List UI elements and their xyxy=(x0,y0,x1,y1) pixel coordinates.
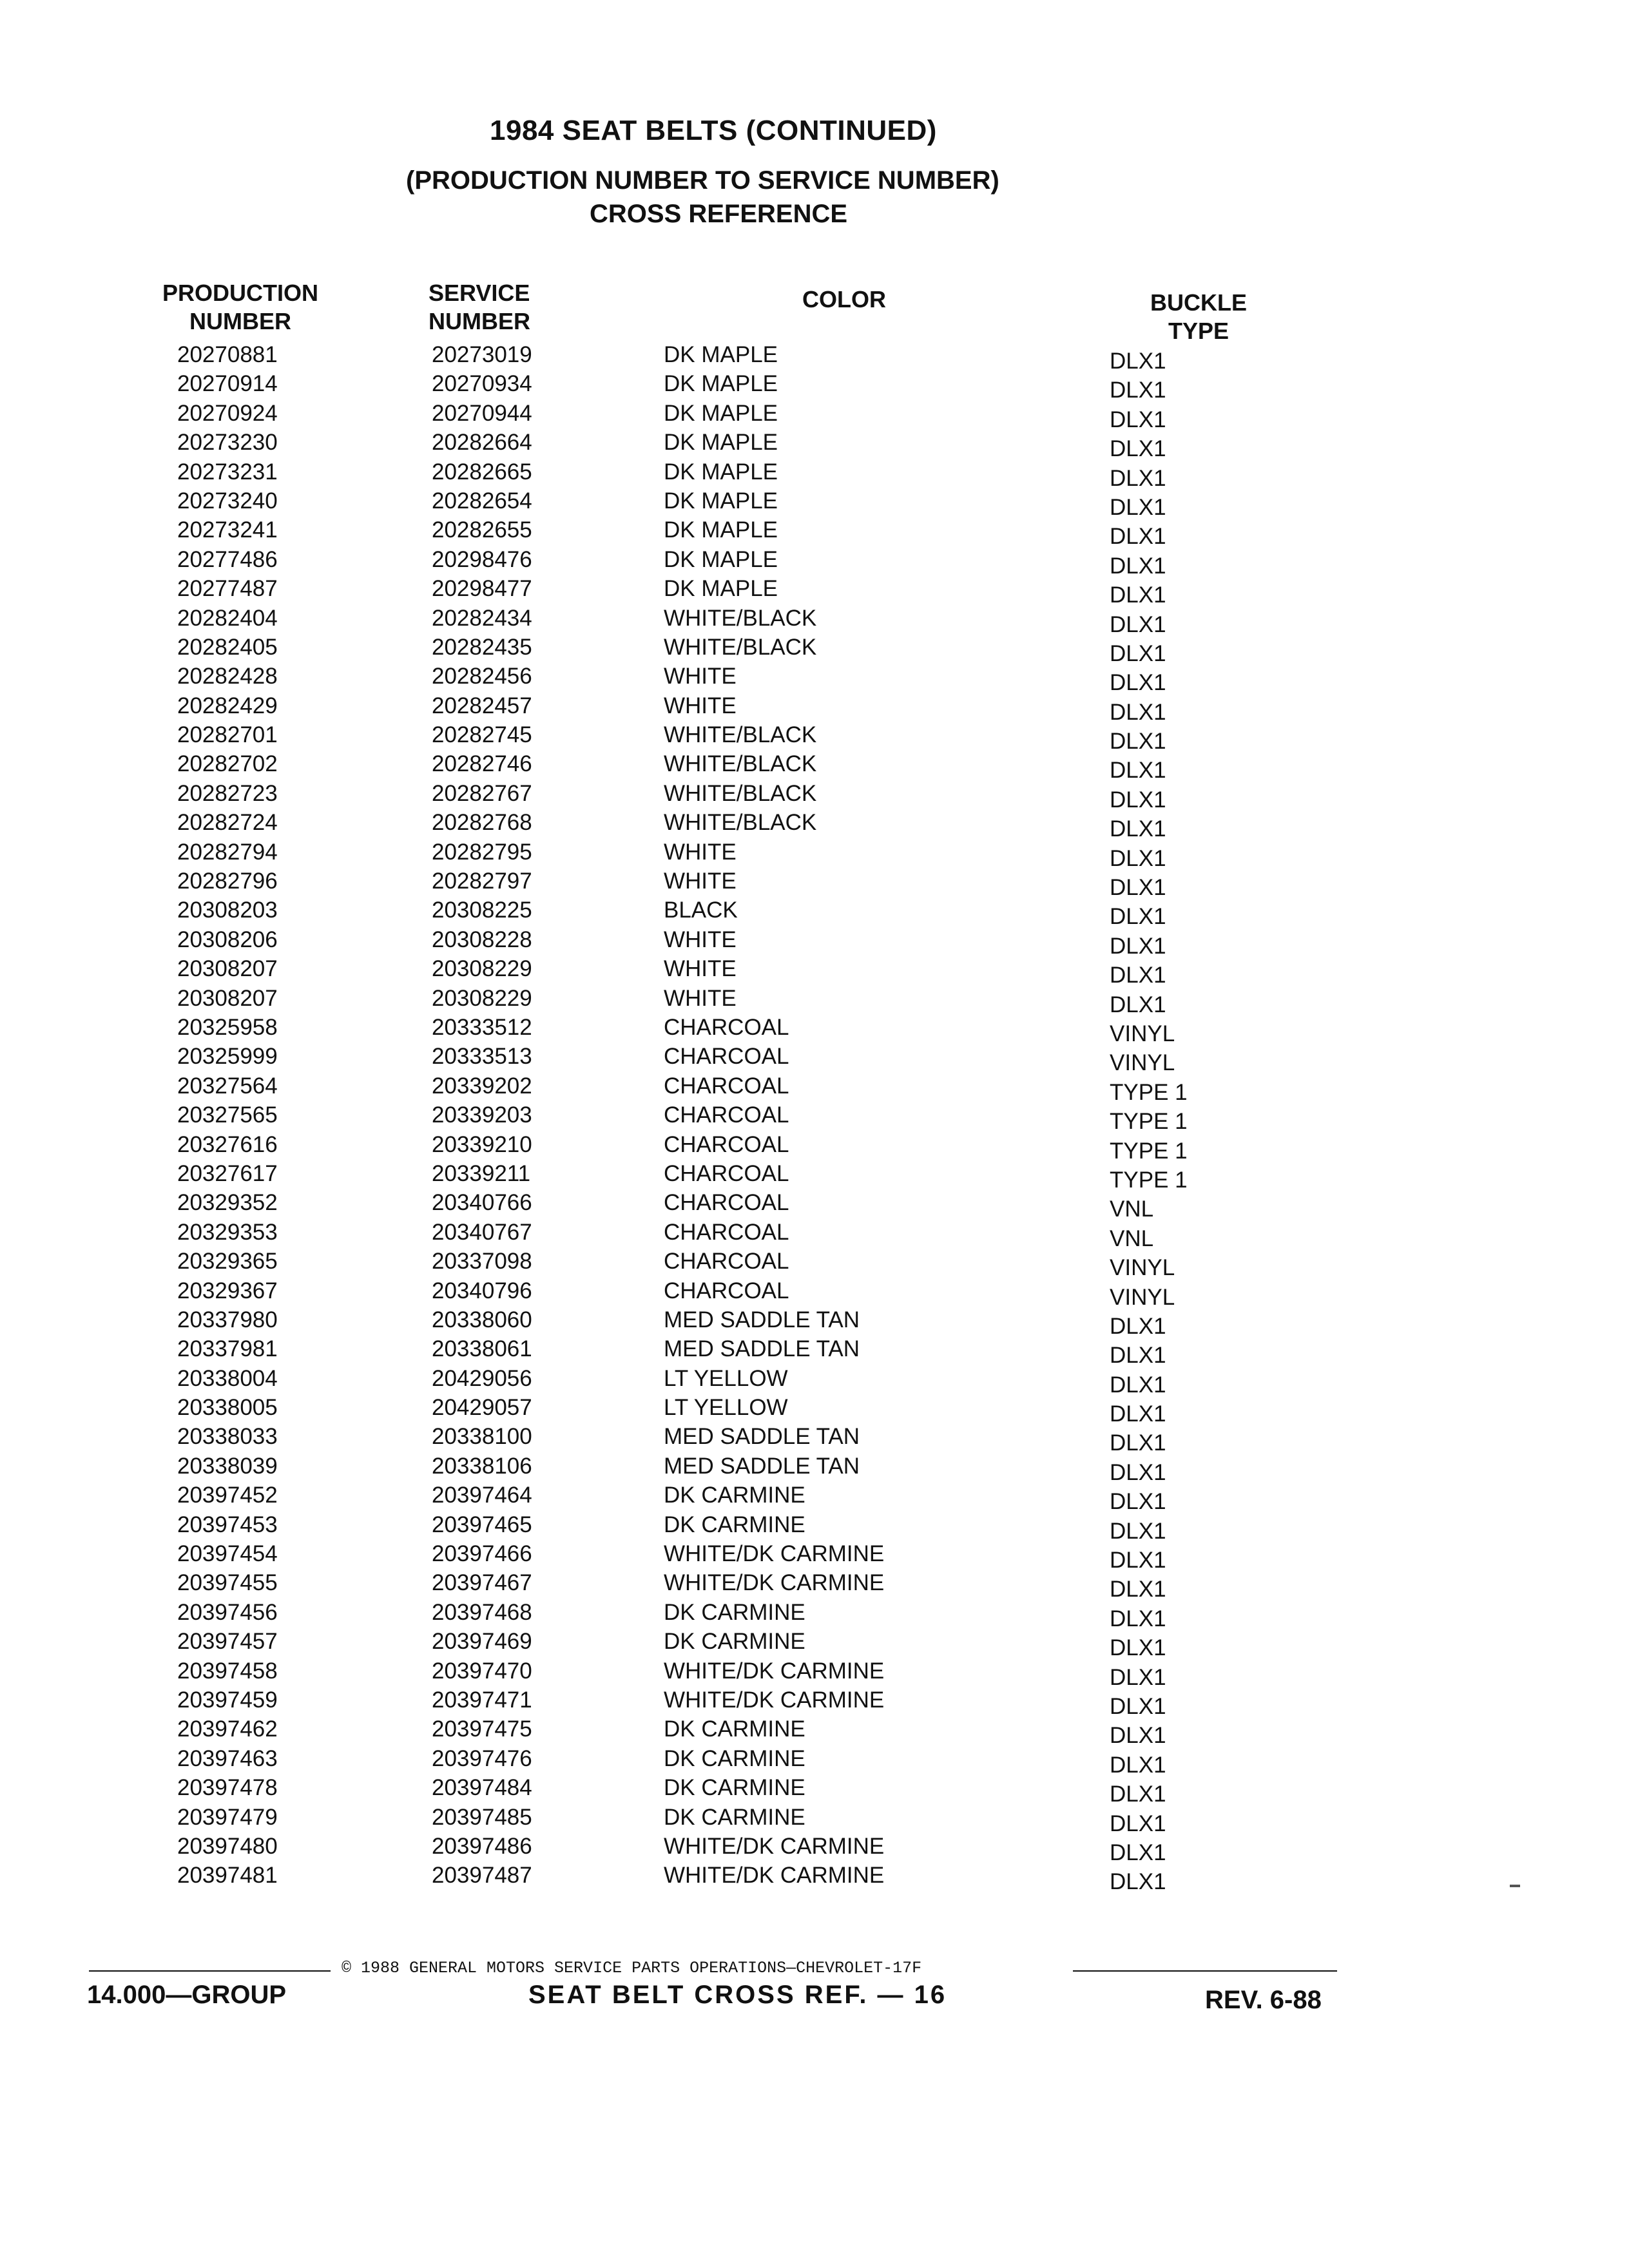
buckle-type-cell: VNL xyxy=(1110,1196,1154,1222)
table-row xyxy=(0,633,1629,666)
buckle-type-cell: DLX1 xyxy=(1110,494,1166,520)
buckle-type-cell: DLX1 xyxy=(1110,1430,1166,1456)
production-number-cell: 20308206 xyxy=(177,927,278,952)
color-cell: DK MAPLE xyxy=(664,576,778,602)
table-row xyxy=(0,1159,1629,1193)
buckle-type-cell: DLX1 xyxy=(1110,349,1166,374)
column-header-color xyxy=(802,285,899,314)
column-header-buckle-type xyxy=(1134,289,1263,345)
service-number-cell: 20340766 xyxy=(432,1190,532,1216)
color-cell: DK MAPLE xyxy=(664,371,778,397)
service-number-cell: 20397476 xyxy=(432,1745,532,1771)
table-row xyxy=(0,1247,1629,1281)
production-number-cell: 20327616 xyxy=(177,1131,278,1157)
production-number-cell: 20337980 xyxy=(177,1307,278,1332)
table-row xyxy=(0,428,1629,462)
production-number-cell: 20282724 xyxy=(177,810,278,836)
color-cell: CHARCOAL xyxy=(664,1131,789,1157)
color-cell: WHITE xyxy=(664,869,737,894)
buckle-type-cell: DLX1 xyxy=(1110,407,1166,432)
footer-revision: REV. 6-88 xyxy=(1205,1986,1322,2014)
service-number-cell: 20339210 xyxy=(432,1131,532,1157)
table-row xyxy=(0,399,1629,432)
buckle-type-cell: DLX1 xyxy=(1110,1635,1166,1661)
buckle-type-cell: DLX1 xyxy=(1110,787,1166,812)
production-number-cell: 20397455 xyxy=(177,1570,278,1596)
production-number-cell: 20282723 xyxy=(177,780,278,806)
production-number-cell: 20282794 xyxy=(177,839,278,865)
table-row xyxy=(0,1042,1629,1076)
production-number-cell: 20338033 xyxy=(177,1424,278,1450)
table-row xyxy=(0,1657,1629,1690)
color-cell: CHARCOAL xyxy=(664,1219,789,1245)
table-row xyxy=(0,1188,1629,1222)
service-number-cell: 20282795 xyxy=(432,839,532,865)
color-cell: WHITE/BLACK xyxy=(664,751,817,777)
color-cell: WHITE xyxy=(664,664,737,689)
buckle-type-cell: DLX1 xyxy=(1110,933,1166,959)
buckle-type-cell: DLX1 xyxy=(1110,1313,1166,1339)
service-number-cell: 20340767 xyxy=(432,1219,532,1245)
buckle-type-cell: DLX1 xyxy=(1110,1577,1166,1602)
service-number-cell: 20308225 xyxy=(432,898,532,923)
production-number-cell: 20282404 xyxy=(177,605,278,631)
color-cell: DK MAPLE xyxy=(664,517,778,543)
production-number-cell: 20397454 xyxy=(177,1541,278,1567)
table-row xyxy=(0,954,1629,988)
production-number-cell: 20329353 xyxy=(177,1219,278,1245)
production-number-cell: 20270924 xyxy=(177,400,278,426)
production-number-cell: 20338005 xyxy=(177,1395,278,1421)
color-cell: CHARCOAL xyxy=(664,1044,789,1070)
buckle-type-cell: DLX1 xyxy=(1110,1343,1166,1369)
service-number-cell: 20397464 xyxy=(432,1483,532,1508)
buckle-type-cell: VINYL xyxy=(1110,1284,1175,1310)
table-row xyxy=(0,1364,1629,1398)
color-cell: DK CARMINE xyxy=(664,1745,805,1771)
header-line: TYPE xyxy=(1168,318,1229,344)
production-number-cell: 20397463 xyxy=(177,1745,278,1771)
color-cell: WHITE/DK CARMINE xyxy=(664,1658,885,1684)
production-number-cell: 20397479 xyxy=(177,1804,278,1830)
service-number-cell: 20308229 xyxy=(432,985,532,1011)
color-cell: CHARCOAL xyxy=(664,1190,789,1216)
production-number-cell: 20338039 xyxy=(177,1453,278,1479)
table-row xyxy=(0,1861,1629,1895)
buckle-type-cell: DLX1 xyxy=(1110,1693,1166,1719)
buckle-type-cell: DLX1 xyxy=(1110,1372,1166,1398)
production-number-cell: 20325999 xyxy=(177,1044,278,1070)
buckle-type-cell: DLX1 xyxy=(1110,992,1166,1017)
header-line: NUMBER xyxy=(189,308,291,334)
production-number-cell: 20308207 xyxy=(177,985,278,1011)
color-cell: WHITE xyxy=(664,927,737,952)
color-cell: LT YELLOW xyxy=(664,1365,788,1391)
service-number-cell: 20282665 xyxy=(432,459,532,485)
buckle-type-cell: VINYL xyxy=(1110,1050,1175,1076)
table-row xyxy=(0,1072,1629,1105)
table-row xyxy=(0,720,1629,754)
production-number-cell: 20308203 xyxy=(177,898,278,923)
production-number-cell: 20282702 xyxy=(177,751,278,777)
service-number-cell: 20282654 xyxy=(432,488,532,514)
production-number-cell: 20327565 xyxy=(177,1102,278,1128)
header-line: PRODUCTION xyxy=(162,280,318,306)
color-cell: DK MAPLE xyxy=(664,546,778,572)
buckle-type-cell: DLX1 xyxy=(1110,845,1166,871)
production-number-cell: 20282405 xyxy=(177,634,278,660)
service-number-cell: 20282746 xyxy=(432,751,532,777)
color-cell: MED SADDLE TAN xyxy=(664,1336,860,1362)
service-number-cell: 20282664 xyxy=(432,430,532,456)
color-cell: DK CARMINE xyxy=(664,1804,805,1830)
table-row xyxy=(0,1598,1629,1631)
production-number-cell: 20282428 xyxy=(177,664,278,689)
buckle-type-cell: DLX1 xyxy=(1110,904,1166,930)
buckle-type-cell: DLX1 xyxy=(1110,524,1166,550)
table-row xyxy=(0,486,1629,520)
production-number-cell: 20273231 xyxy=(177,459,278,485)
production-number-cell: 20397456 xyxy=(177,1599,278,1625)
production-number-cell: 20325958 xyxy=(177,1014,278,1040)
color-cell: WHITE/BLACK xyxy=(664,634,817,660)
service-number-cell: 20397487 xyxy=(432,1863,532,1888)
table-row xyxy=(0,604,1629,637)
table-row xyxy=(0,1218,1629,1251)
service-number-cell: 20397467 xyxy=(432,1570,532,1596)
service-number-cell: 20308228 xyxy=(432,927,532,952)
footer-copyright: © 1988 GENERAL MOTORS SERVICE PARTS OPERATIONS—CHEVROLET-17F xyxy=(342,1959,922,1977)
service-number-cell: 20338100 xyxy=(432,1424,532,1450)
color-cell: DK MAPLE xyxy=(664,400,778,426)
page-title: 1984 SEAT BELTS (CONTINUED) xyxy=(490,115,937,146)
buckle-type-cell: DLX1 xyxy=(1110,1459,1166,1485)
buckle-type-cell: TYPE 1 xyxy=(1110,1138,1188,1164)
service-number-cell: 20282434 xyxy=(432,605,532,631)
service-number-cell: 20270944 xyxy=(432,400,532,426)
production-number-cell: 20273241 xyxy=(177,517,278,543)
header-line: BUCKLE xyxy=(1150,289,1247,316)
color-cell: WHITE xyxy=(664,693,737,718)
color-cell: MED SADDLE TAN xyxy=(664,1307,860,1332)
color-cell: DK CARMINE xyxy=(664,1512,805,1537)
table-row xyxy=(0,1539,1629,1573)
color-cell: DK CARMINE xyxy=(664,1775,805,1801)
service-number-cell: 20338061 xyxy=(432,1336,532,1362)
service-number-cell: 20397475 xyxy=(432,1716,532,1742)
table-row xyxy=(0,457,1629,491)
table-row xyxy=(0,749,1629,783)
table-row xyxy=(0,838,1629,871)
footer-rule-right xyxy=(1073,1970,1337,1972)
table-row xyxy=(0,1422,1629,1456)
buckle-type-cell: DLX1 xyxy=(1110,1518,1166,1544)
header-line: COLOR xyxy=(802,286,886,312)
table-row xyxy=(0,1305,1629,1339)
color-cell: DK MAPLE xyxy=(664,342,778,367)
footer-page-reference: SEAT BELT CROSS REF. — 16 xyxy=(528,1981,947,2009)
table-row xyxy=(0,1452,1629,1485)
production-number-cell: 20338004 xyxy=(177,1365,278,1391)
buckle-type-cell: DLX1 xyxy=(1110,378,1166,403)
color-cell: WHITE/DK CARMINE xyxy=(664,1863,885,1888)
service-number-cell: 20340796 xyxy=(432,1278,532,1303)
production-number-cell: 20397459 xyxy=(177,1687,278,1713)
service-number-cell: 20397469 xyxy=(432,1629,532,1655)
service-number-cell: 20339203 xyxy=(432,1102,532,1128)
color-cell: DK CARMINE xyxy=(664,1483,805,1508)
table-row xyxy=(0,808,1629,842)
color-cell: WHITE/DK CARMINE xyxy=(664,1541,885,1567)
color-cell: BLACK xyxy=(664,898,738,923)
color-cell: DK CARMINE xyxy=(664,1629,805,1655)
column-header-service-number xyxy=(429,279,557,336)
service-number-cell: 20397485 xyxy=(432,1804,532,1830)
service-number-cell: 20282435 xyxy=(432,634,532,660)
service-number-cell: 20338060 xyxy=(432,1307,532,1332)
buckle-type-cell: DLX1 xyxy=(1110,611,1166,637)
service-number-cell: 20270934 xyxy=(432,371,532,397)
table-row xyxy=(0,925,1629,959)
color-cell: MED SADDLE TAN xyxy=(664,1424,860,1450)
color-cell: MED SADDLE TAN xyxy=(664,1453,860,1479)
color-cell: DK CARMINE xyxy=(664,1716,805,1742)
footer-rule-left xyxy=(89,1970,331,1972)
table-row xyxy=(0,691,1629,725)
production-number-cell: 20329365 xyxy=(177,1249,278,1274)
buckle-type-cell: DLX1 xyxy=(1110,1840,1166,1865)
table-row xyxy=(0,896,1629,930)
buckle-type-cell: DLX1 xyxy=(1110,1752,1166,1778)
color-cell: WHITE/BLACK xyxy=(664,605,817,631)
production-number-cell: 20329367 xyxy=(177,1278,278,1303)
page-subtitle: (PRODUCTION NUMBER TO SERVICE NUMBER) xyxy=(406,166,999,195)
production-number-cell: 20270881 xyxy=(177,342,278,367)
color-cell: WHITE/BLACK xyxy=(664,810,817,836)
buckle-type-cell: DLX1 xyxy=(1110,582,1166,608)
table-row xyxy=(0,1744,1629,1778)
service-number-cell: 20282767 xyxy=(432,780,532,806)
buckle-type-cell: DLX1 xyxy=(1110,1723,1166,1749)
scan-speck xyxy=(1510,1885,1520,1887)
table-row xyxy=(0,1715,1629,1749)
buckle-type-cell: VNL xyxy=(1110,1225,1154,1251)
table-row xyxy=(0,340,1629,374)
production-number-cell: 20282701 xyxy=(177,722,278,748)
table-row xyxy=(0,1393,1629,1427)
buckle-type-cell: DLX1 xyxy=(1110,1401,1166,1427)
buckle-type-cell: DLX1 xyxy=(1110,640,1166,666)
table-row xyxy=(0,1773,1629,1807)
color-cell: WHITE xyxy=(664,839,737,865)
service-number-cell: 20282797 xyxy=(432,869,532,894)
production-number-cell: 20397462 xyxy=(177,1716,278,1742)
color-cell: CHARCOAL xyxy=(664,1160,789,1186)
service-number-cell: 20339211 xyxy=(432,1160,531,1186)
service-number-cell: 20397466 xyxy=(432,1541,532,1567)
color-cell: DK MAPLE xyxy=(664,430,778,456)
service-number-cell: 20282768 xyxy=(432,810,532,836)
table-row xyxy=(0,574,1629,608)
production-number-cell: 20327617 xyxy=(177,1160,278,1186)
service-number-cell: 20397486 xyxy=(432,1833,532,1859)
page-subtitle-cross-reference: CROSS REFERENCE xyxy=(590,200,848,228)
buckle-type-cell: DLX1 xyxy=(1110,963,1166,988)
buckle-type-cell: DLX1 xyxy=(1110,1782,1166,1807)
buckle-type-cell: DLX1 xyxy=(1110,875,1166,901)
production-number-cell: 20337981 xyxy=(177,1336,278,1362)
production-number-cell: 20327564 xyxy=(177,1073,278,1099)
table-row xyxy=(0,1276,1629,1310)
service-number-cell: 20397471 xyxy=(432,1687,532,1713)
table-row xyxy=(0,1334,1629,1369)
color-cell: CHARCOAL xyxy=(664,1073,789,1099)
buckle-type-cell: DLX1 xyxy=(1110,1606,1166,1631)
production-number-cell: 20308207 xyxy=(177,956,278,982)
buckle-type-cell: DLX1 xyxy=(1110,553,1166,579)
buckle-type-cell: TYPE 1 xyxy=(1110,1109,1188,1135)
color-cell: LT YELLOW xyxy=(664,1395,788,1421)
color-cell: CHARCOAL xyxy=(664,1102,789,1128)
production-number-cell: 20270914 xyxy=(177,371,278,397)
service-number-cell: 20397468 xyxy=(432,1599,532,1625)
table-row xyxy=(0,779,1629,812)
color-cell: CHARCOAL xyxy=(664,1278,789,1303)
buckle-type-cell: TYPE 1 xyxy=(1110,1079,1188,1105)
buckle-type-cell: DLX1 xyxy=(1110,699,1166,725)
color-cell: WHITE/DK CARMINE xyxy=(664,1833,885,1859)
service-number-cell: 20282655 xyxy=(432,517,532,543)
table-row xyxy=(0,867,1629,901)
production-number-cell: 20277486 xyxy=(177,546,278,572)
color-cell: WHITE/BLACK xyxy=(664,722,817,748)
color-cell: CHARCOAL xyxy=(664,1249,789,1274)
buckle-type-cell: DLX1 xyxy=(1110,1811,1166,1836)
service-number-cell: 20397470 xyxy=(432,1658,532,1684)
production-number-cell: 20282796 xyxy=(177,869,278,894)
buckle-type-cell: VINYL xyxy=(1110,1021,1175,1046)
table-row xyxy=(0,1481,1629,1515)
footer-group: 14.000—GROUP xyxy=(87,1981,287,2009)
color-cell: WHITE/BLACK xyxy=(664,780,817,806)
production-number-cell: 20273230 xyxy=(177,430,278,456)
buckle-type-cell: DLX1 xyxy=(1110,670,1166,696)
color-cell: DK MAPLE xyxy=(664,459,778,485)
table-row xyxy=(0,1100,1629,1135)
table-row xyxy=(0,1686,1629,1719)
service-number-cell: 20337098 xyxy=(432,1249,532,1274)
color-cell: CHARCOAL xyxy=(664,1014,789,1040)
buckle-type-cell: DLX1 xyxy=(1110,1548,1166,1573)
production-number-cell: 20397458 xyxy=(177,1658,278,1684)
table-row xyxy=(0,662,1629,696)
table-row xyxy=(0,1510,1629,1544)
column-header-production-number xyxy=(147,279,334,336)
production-number-cell: 20397457 xyxy=(177,1629,278,1655)
service-number-cell: 20429056 xyxy=(432,1365,532,1391)
buckle-type-cell: DLX1 xyxy=(1110,1869,1166,1895)
production-number-cell: 20397481 xyxy=(177,1863,278,1888)
color-cell: WHITE xyxy=(664,956,737,982)
service-number-cell: 20282456 xyxy=(432,664,532,689)
production-number-cell: 20397453 xyxy=(177,1512,278,1537)
table-row xyxy=(0,1013,1629,1046)
service-number-cell: 20429057 xyxy=(432,1395,532,1421)
buckle-type-cell: TYPE 1 xyxy=(1110,1167,1188,1193)
table-row xyxy=(0,545,1629,579)
buckle-type-cell: DLX1 xyxy=(1110,1664,1166,1690)
production-number-cell: 20277487 xyxy=(177,576,278,602)
production-number-cell: 20329352 xyxy=(177,1190,278,1216)
service-number-cell: 20339202 xyxy=(432,1073,532,1099)
buckle-type-cell: DLX1 xyxy=(1110,729,1166,754)
buckle-type-cell: DLX1 xyxy=(1110,436,1166,462)
table-row xyxy=(0,369,1629,403)
table-row xyxy=(0,515,1629,550)
production-number-cell: 20397452 xyxy=(177,1483,278,1508)
cross-reference-table xyxy=(0,340,1629,1895)
service-number-cell: 20397484 xyxy=(432,1775,532,1801)
buckle-type-cell: DLX1 xyxy=(1110,816,1166,842)
buckle-type-cell: DLX1 xyxy=(1110,758,1166,783)
service-number-cell: 20282457 xyxy=(432,693,532,718)
color-cell: WHITE/DK CARMINE xyxy=(664,1570,885,1596)
table-row xyxy=(0,1568,1629,1602)
color-cell: DK CARMINE xyxy=(664,1599,805,1625)
buckle-type-cell: DLX1 xyxy=(1110,465,1166,491)
production-number-cell: 20282429 xyxy=(177,693,278,718)
service-number-cell: 20308229 xyxy=(432,956,532,982)
header-line: NUMBER xyxy=(429,308,530,334)
service-number-cell: 20333513 xyxy=(432,1044,532,1070)
buckle-type-cell: DLX1 xyxy=(1110,1489,1166,1515)
production-number-cell: 20397478 xyxy=(177,1775,278,1801)
production-number-cell: 20273240 xyxy=(177,488,278,514)
color-cell: DK MAPLE xyxy=(664,488,778,514)
service-number-cell: 20273019 xyxy=(432,342,532,367)
color-cell: WHITE/DK CARMINE xyxy=(664,1687,885,1713)
service-number-cell: 20333512 xyxy=(432,1014,532,1040)
service-number-cell: 20282745 xyxy=(432,722,532,748)
table-row xyxy=(0,984,1629,1017)
table-row xyxy=(0,1130,1629,1164)
service-number-cell: 20338106 xyxy=(432,1453,532,1479)
table-row xyxy=(0,1627,1629,1661)
color-cell: WHITE xyxy=(664,985,737,1011)
buckle-type-cell: VINYL xyxy=(1110,1255,1175,1281)
table-row xyxy=(0,1803,1629,1836)
header-line: SERVICE xyxy=(429,280,530,306)
table-row xyxy=(0,1832,1629,1865)
service-number-cell: 20298476 xyxy=(432,546,532,572)
service-number-cell: 20298477 xyxy=(432,576,532,602)
service-number-cell: 20397465 xyxy=(432,1512,532,1537)
production-number-cell: 20397480 xyxy=(177,1833,278,1859)
